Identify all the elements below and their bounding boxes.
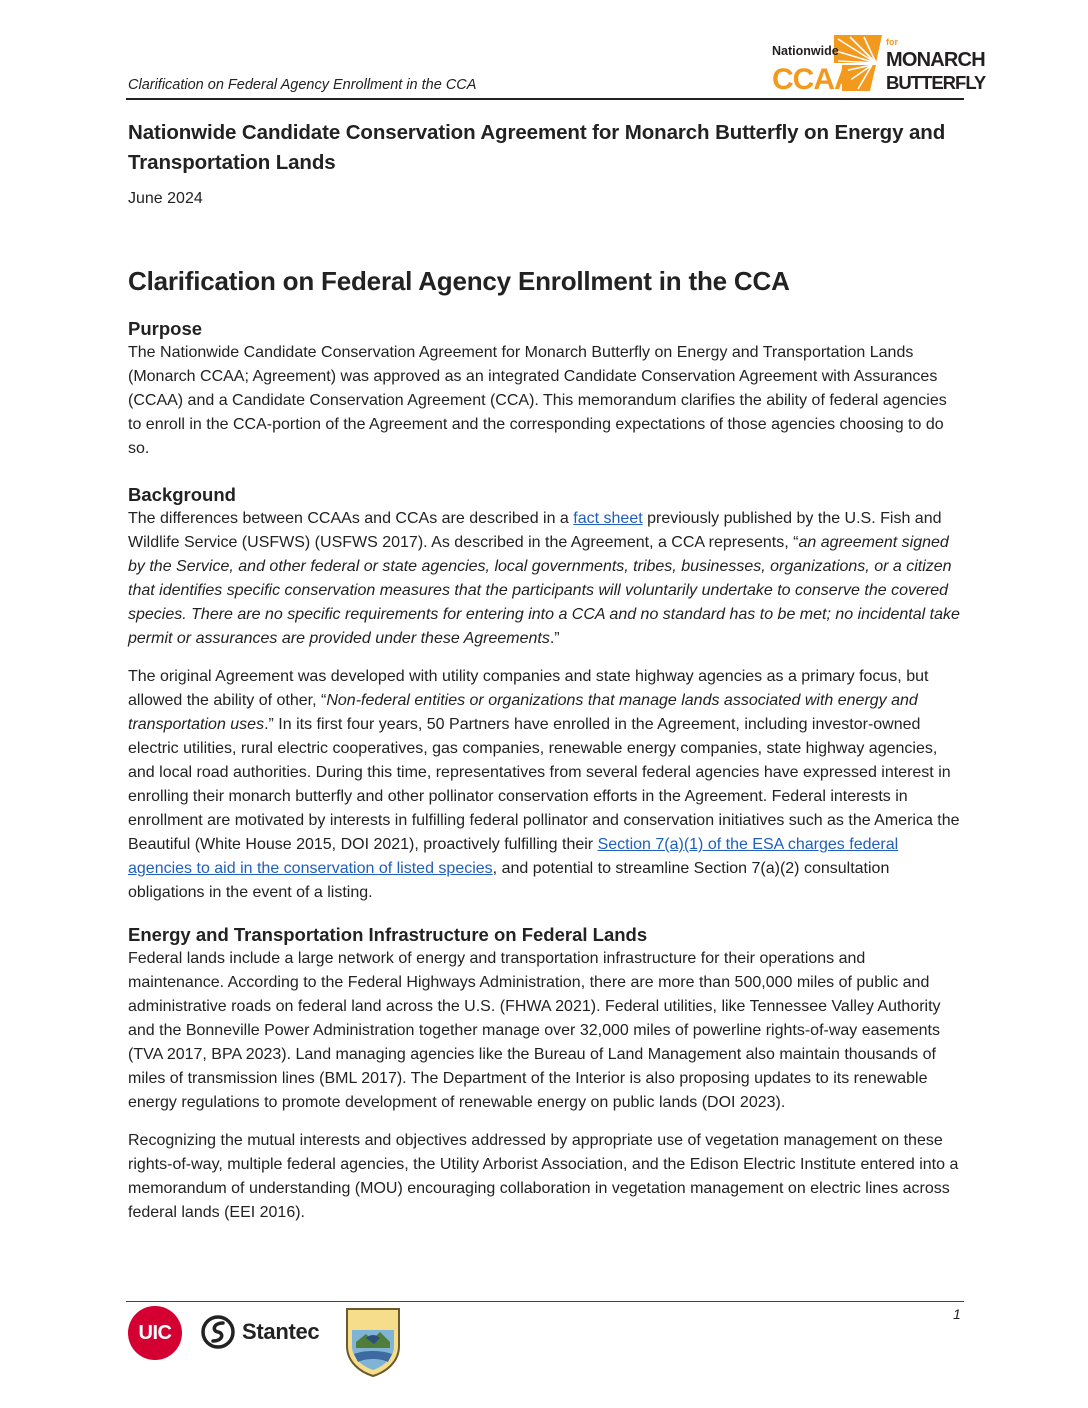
stantec-logo <box>200 1312 319 1352</box>
running-header: Clarification on Federal Agency Enrollment in the CCA <box>128 77 477 93</box>
stantec-text: Stantec <box>242 1319 320 1344</box>
non-federal-quote: Non-federal entities or organizations that manage lands associated with energy and transportation uses <box>128 692 918 733</box>
uic-logo: UIC <box>128 1306 182 1360</box>
background-paragraph-2: The original Agreement was developed with utility companies and state highway agencies as a primary focus, but allowed the ability of other, “Non-federal entities or organizations that manage lands associated with energy and transportation uses.” In its first four years, 50 Partners have enrolled in the Agreement, including investor-owned electric utilities, rural electric cooperatives, gas companies, renewable energy companies, state highway agencies, and local road authorities. During this time, representatives from several federal agencies have expressed interest in enrolling their monarch butterfly and other pollinator conservation efforts in the Agreement. Federal interests in enrollment are motivated by interests in fulfilling federal pollinator and conservation initiatives such as the America the Beautiful (White House 2015, DOI 2021), proactively fulfilling their Section 7(a)(1) of the ESA charges federal agencies to aid in the conservation of listed species, and potential to streamline Section 7(a)(2) consultation obligations in the event of a listing. <box>128 668 960 901</box>
footer-rule <box>126 1301 964 1302</box>
cca-definition-quote: an agreement signed by the Service, and other federal or state agencies, local governments, tribes, businesses, organizations, or a citizen that identifies specific conservation measures that the participants will voluntarily undertake to conserve the covered species. There are no specific requirements for entering into a CCA and no standard has to be met; no incidental take permit or assurances are provided under these Agreements <box>128 534 960 647</box>
energy-paragraph-1: Federal lands include a large network of energy and transportation infrastructure for their operations and maintenance. According to the Federal Highways Administration, there are more than 500,000 miles of public and administrative roads on federal land across the U.S. (FHWA 2021). Federal utilities, like Tennessee Valley Authority and the Bonneville Power Administration together manage over 32,000 miles of powerline rights-of-way easements (TVA 2017, BPA 2023). Land managing agencies like the Bureau of Land Management also maintain thousands of miles of transmission lines (BML 2017). The Department of the Interior is also proposing updates to its renewable energy regulations to promote development of renewable energy on public lands (DOI 2023). <box>128 950 941 1111</box>
monarch-ccaa-logo <box>772 33 986 96</box>
logo-monarch-text: MONARCH <box>886 49 985 71</box>
background-paragraph-1: The differences between CCAAs and CCAs are described in a fact sheet previously published by the U.S. Fish and Wildlife Service (USFWS) (USFWS 2017). As described in the Agreement, a CCA represents, “an agreement signed by the Service, and other federal or state agencies, local governments, tribes, businesses, organizations, or a citizen that identifies specific conservation measures that the participants will voluntarily undertake to conserve the covered species. There are no specific requirements for entering into a CCA and no standard has to be met; no incidental take permit or assurances are provided under these Agreements.” <box>128 510 960 647</box>
usfws-shield-logo <box>344 1306 402 1378</box>
document-title: Nationwide Candidate Conservation Agreement for Monarch Butterfly on Energy and Transportation Lands <box>128 121 946 174</box>
logo-nationwide-text: Nationwide <box>772 44 839 58</box>
main-content <box>128 118 960 1225</box>
header-rule <box>126 98 964 100</box>
fact-sheet-link[interactable]: fact sheet <box>573 510 643 527</box>
logo-ccaa-text: CCAA <box>772 63 855 96</box>
purpose-heading: Purpose <box>128 318 203 339</box>
stantec-mark-icon <box>200 1314 236 1350</box>
logo-for-text: for <box>886 37 898 47</box>
logo-butterfly-text: BUTTERFLY <box>886 72 986 93</box>
energy-paragraph-2: Recognizing the mutual interests and objectives addressed by appropriate use of vegetation management on these rights-of-way, multiple federal agencies, the Utility Arborist Association, and the Edison Electric Institute entered into a memorandum of understanding (MOU) encouraging collaboration in vegetation management on electric lines across federal lands (EEI 2016). <box>128 1132 959 1221</box>
section-7a1-link[interactable]: Section 7(a)(1) of the ESA charges federal agencies to aid in the conservation of listed species <box>128 836 899 877</box>
memo-title: Clarification on Federal Agency Enrollment in the CCA <box>128 266 790 296</box>
energy-heading: Energy and Transportation Infrastructure on Federal Lands <box>128 924 648 945</box>
purpose-paragraph: The Nationwide Candidate Conservation Agreement for Monarch Butterfly on Energy and Transportation Lands (Monarch CCAA; Agreement) was approved as an integrated Candidate Conservation Agreement with Assurances (CCAA) and a Candidate Conservation Agreement (CCA). This memorandum clarifies the ability of federal agencies to enroll in the CCA-portion of the Agreement and the corresponding expectations of those agencies choosing to do so. <box>128 344 947 457</box>
page-number: 1 <box>953 1306 961 1322</box>
background-heading: Background <box>128 484 236 505</box>
document-date: June 2024 <box>128 190 203 207</box>
